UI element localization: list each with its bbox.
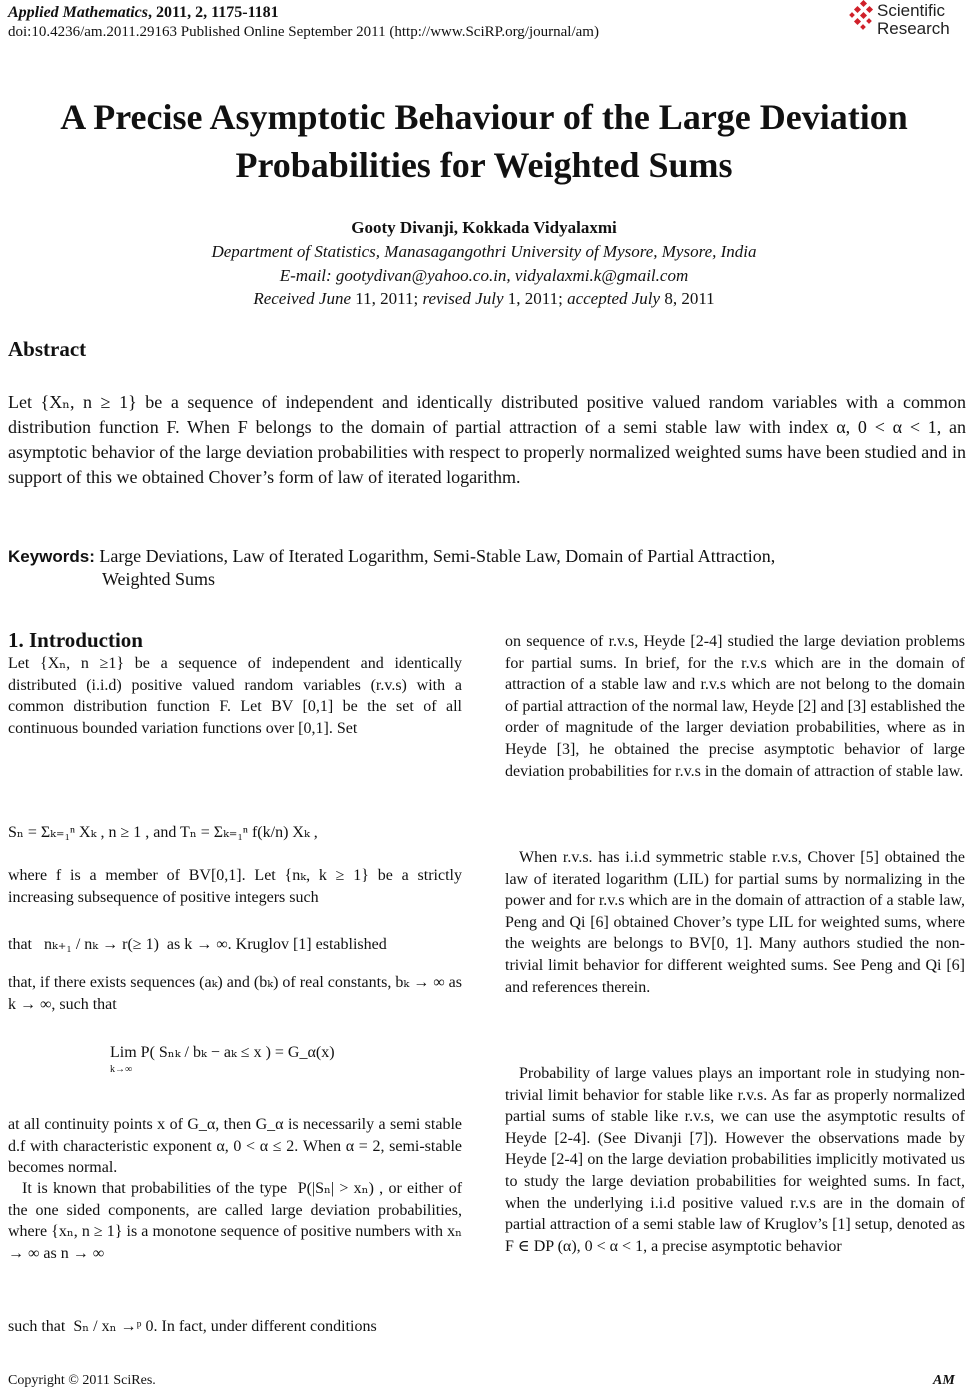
section-heading-introduction: 1. Introduction bbox=[8, 628, 143, 652]
right-paragraph-3: Probability of large values plays an important role in studying non-trivial limit behavior for stable like r.v.s. As far as properly normalized partial sums of stable like r.v.s, we can use the asymptotic results of Heyde [2-4]. (See Divanji [7]). However the observations made by Heyde [2-4] on the large deviation probabilities implicitly motivated us to study the large deviation probabilities for weighted sums. In fact, when the underlying i.i.d positive valued r.v.s are in the domain of partial attraction of a semi stable law of Kruglov’s [1] setup, denoted as F ∈ DP (α), 0 < α < 1, a precise asymptotic behavior bbox=[505, 1065, 965, 1255]
intro-paragraph-6: It is known that probabilities of the type P(|Sₙ| > xₙ) , or either of the one sided components, are called large deviation probabilities, where {xₙ, n ≥ 1} is a monotone sequence of positive numbers with xₙ → ∞ as n → ∞ bbox=[8, 1180, 463, 1262]
footer-copyright: Copyright © 2011 SciRes. bbox=[8, 1373, 156, 1388]
right-paragraph-2: When r.v.s. has i.i.d symmetric stable r.v.s, Chover [5] obtained the law of iterated logarithm (LIL) for partial sums by normalizing in the power and for r.v.s which are in the domain of attraction of a stable law, Peng and Qi [6] obtained Chover’s type LIL for weighted sums, where the weights are belongs to BV[0, 1]. Many authors studied the non-trivial limit behavior for different weighted sums. See Peng and Qi [6] and references therein. bbox=[505, 849, 965, 996]
equation-limit: Lim P( Sₙₖ / bₖ − aₖ ≤ x ) = G_α(x) k→∞ bbox=[110, 1044, 335, 1075]
authors: Gooty Divanji, Kokkada Vidyalaxmi bbox=[351, 218, 617, 237]
received-dates: Received June 11, 2011; revised July 1, 2011; accepted July 8, 2011 bbox=[253, 289, 715, 308]
intro-paragraph-7: such that Sₙ / xₙ →ᵖ 0. In fact, under different conditions bbox=[8, 1318, 377, 1335]
intro-paragraph-5: at all continuity points x of G_α, then G_α is necessarily a semi stable d.f with characteristic exponent α, 0 < α ≤ 2. When α = 2, semi-stable becomes normal. bbox=[8, 1116, 462, 1177]
paper-title: A Precise Asymptotic Behaviour of the Large Deviation Probabilities for Weighted Sums bbox=[60, 97, 908, 185]
logo-text: Scientific Research bbox=[877, 1, 950, 38]
keywords-continued: Weighted Sums bbox=[102, 569, 216, 589]
intro-paragraph-1: Let {Xₙ, n ≥1} be a sequence of independent and identically distributed (i.i.d) positive valued random variables (r.v.s) with a common distribution function F. Let BV [0,1] be the set of all continuous bounded variation functions over [0,1]. Set bbox=[8, 655, 462, 737]
publisher-logo bbox=[849, 0, 968, 42]
right-paragraph-1: on sequence of r.v.s, Heyde [2-4] studied the large deviation problems for partial sums. In brief, for the r.v.s which are in the domain of attraction of a stable law and r.v.s which are not belong to the domain of partial attraction of the normal law, Heyde [2] and [3] established the order of magnitude of the larger deviation probabilities, where as in Heyde [3], he obtained the precise asymptotic behavior of large deviation probabilities for r.v.s in the domain of attraction of stable law. bbox=[505, 633, 965, 780]
affiliation: Department of Statistics, Manasagangothri University of Mysore, Mysore, India bbox=[211, 242, 757, 261]
footer-journal-abbr: AM bbox=[933, 1373, 955, 1388]
equation-probability: P(|Sₙ| > xₙ) , bbox=[297, 1180, 384, 1197]
abstract-text: Let {Xₙ, n ≥ 1} be a sequence of independent and identically distributed positive valued random variables with a common distribution function F. When F belongs to the domain of partial attraction of a semi stable law with index α, 0 < α < 1, an asymptotic behavior of the large deviation probabilities with respect to properly normalized weighted sums have been studied and in support of this we obtained Chover’s form of law of iterated logarithm. bbox=[8, 392, 966, 487]
journal-citation: Applied Mathematics, 2011, 2, 1175-1181 bbox=[8, 4, 279, 21]
keywords: Keywords: Large Deviations, Law of Iterated Logarithm, Semi-Stable Law, Domain of Partial Attraction, bbox=[8, 546, 776, 566]
equation-convergence: Sₙ / xₙ →ᵖ 0 bbox=[73, 1318, 154, 1335]
intro-paragraph-3: that nₖ₊₁ / nₖ → r(≥ 1) as k → ∞. Kruglov [1] established bbox=[8, 936, 387, 953]
email: E-mail: gootydivan@yahoo.co.in, vidyalaxmi.k@gmail.com bbox=[279, 266, 689, 285]
intro-paragraph-4: that, if there exists sequences (aₖ) and (bₖ) of real constants, bₖ → ∞ as k → ∞, such that bbox=[8, 974, 462, 1013]
logo-mark-icon bbox=[849, 0, 877, 34]
abstract-heading: Abstract bbox=[8, 337, 87, 361]
equation-sums: Sₙ = Σₖ₌₁ⁿ Xₖ , n ≥ 1 , and Tₙ = Σₖ₌₁ⁿ f(k/n) Xₖ , bbox=[8, 824, 318, 841]
doi-line: doi:10.4236/am.2011.29163 Published Online September 2011 (http://www.SciRP.org/journal/am) bbox=[8, 24, 599, 40]
equation-ratio: nₖ₊₁ / nₖ → r(≥ 1) bbox=[44, 936, 159, 953]
intro-paragraph-2: where f is a member of BV[0,1]. Let {nₖ, k ≥ 1} be a strictly increasing subsequence of positive integers such bbox=[8, 867, 462, 906]
